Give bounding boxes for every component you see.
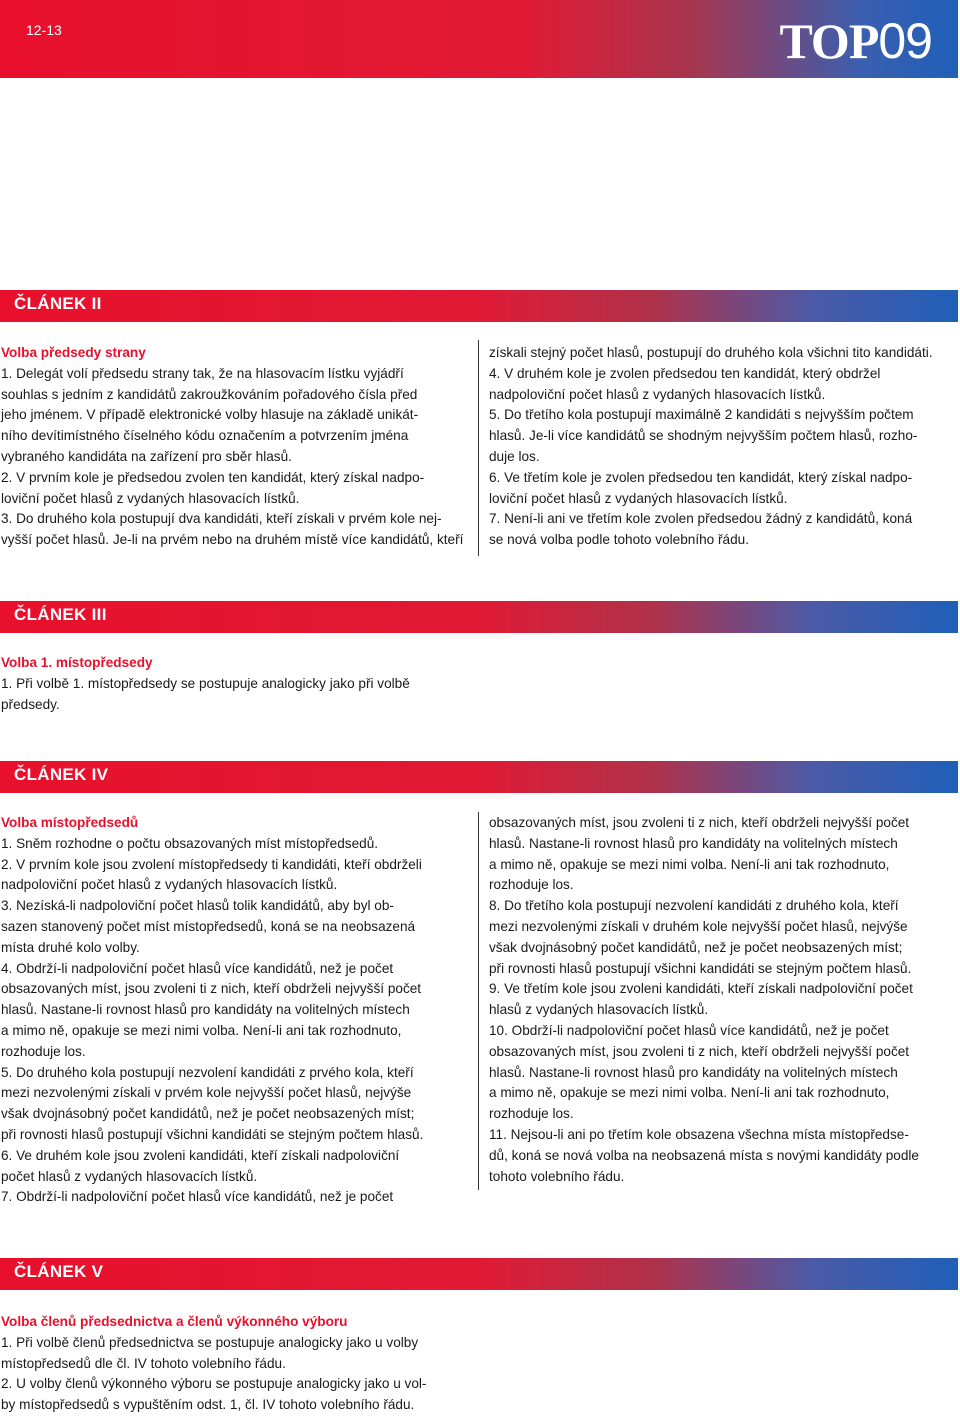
text-line: počet hlasů z vydaných hlasovacích lístků. bbox=[1, 1168, 258, 1184]
text-line: duje los. bbox=[489, 448, 540, 464]
text-line: 1. Sněm rozhodne o počtu obsazovaných míst místopředsedů. bbox=[1, 835, 379, 851]
text-line: sazen stanovený počet míst místopředsedů, koná se na neobsazená bbox=[1, 918, 416, 934]
column-right-clanek-iv bbox=[489, 813, 959, 1187]
text-line: hlasů. Nastane-li rovnost hlasů pro kandidáty na volitelných místech bbox=[1, 1002, 410, 1018]
text-line: 2. U volby členů výkonného výboru se postupuje analogicky jako u vol- bbox=[1, 1376, 427, 1392]
section-title: ČLÁNEK V bbox=[14, 1262, 104, 1281]
text-line: se nová volba podle tohoto volebního řádu. bbox=[489, 532, 749, 548]
text-line: 1. Delegát volí předsedu strany tak, že na hlasovacím lístku vyjádří bbox=[1, 365, 404, 381]
text-line: 7. Není-li ani ve třetím kole zvolen předsedou žádný z kandidátů, koná bbox=[489, 511, 913, 527]
text-line: 1. Při volbě 1. místopředsedy se postupuje analogicky jako při volbě bbox=[1, 675, 410, 691]
text-line: loviční počet hlasů z vydaných hlasovacích lístků. bbox=[489, 490, 788, 506]
text-line: loviční počet hlasů z vydaných hlasovacích lístků. bbox=[1, 490, 300, 506]
text-line: dů, koná se nová volba na neobsazená místa s novými kandidáty podle bbox=[489, 1147, 919, 1163]
section-title: ČLÁNEK IV bbox=[14, 765, 109, 784]
text-line: 1. Při volbě členů předsednictva se postupuje analogicky jako u volby bbox=[1, 1334, 419, 1350]
text-line: rozhoduje los. bbox=[1, 1043, 86, 1059]
text-line: souhlas s jedním z kandidátů zakroužkováním pořadového čísla před bbox=[1, 386, 418, 402]
text-line: 6. Ve třetím kole je zvolen předsedou ten kandidát, který získal nadpo- bbox=[489, 469, 913, 485]
text-line: nadpoloviční počet hlasů z vydaných hlasovacích lístků. bbox=[1, 877, 338, 893]
page-header-bar bbox=[0, 0, 958, 78]
text-line: rozhoduje los. bbox=[489, 1106, 574, 1122]
text-line: při rovnosti hlasů postupují všichni kandidáti se stejným počtem hlasů. bbox=[1, 1126, 424, 1142]
text-line: a mimo ně, opakuje se mezi nimi volba. Není-li ani tak rozhodnuto, bbox=[489, 1085, 890, 1101]
text-line: jeho jménem. V případě elektronické volby hlasuje na základě unikát- bbox=[1, 407, 419, 423]
text-line: mezi nezvolenými získali v prvém kole nejvyšší počet hlasů, nejvýše bbox=[1, 1085, 412, 1101]
text-line: 7. Obdrží-li nadpoloviční počet hlasů více kandidátů, než je počet bbox=[1, 1189, 394, 1205]
text-line: 9. Ve třetím kole jsou zvoleni kandidáti, kteří získali nadpoloviční počet bbox=[489, 981, 913, 997]
brand-logo-part1: TOP bbox=[779, 13, 879, 69]
text-line: získali stejný počet hlasů, postupují do druhého kola všichni tito kandidáti. bbox=[489, 345, 933, 360]
section-subtitle: Volba členů předsednictva a členů výkonného výboru bbox=[1, 1314, 348, 1329]
text-line: vybraného kandidáta na zařízení pro sběr hlasů. bbox=[1, 448, 292, 464]
section-subtitle: Volba předsedy strany bbox=[1, 345, 146, 360]
text-line: 4. V druhém kole je zvolen předsedou ten kandidát, který obdržel bbox=[489, 365, 881, 381]
text-line: mezi nezvolenými získali v druhém kole nejvyšší počet hlasů, nejvýše bbox=[489, 918, 908, 934]
text-line: obsazovaných míst, jsou zvoleni ti z nich, kteří obdrželi nejvyšší počet bbox=[489, 815, 910, 830]
text-line: rozhoduje los. bbox=[489, 877, 574, 893]
text-line: 5. Do třetího kola postupují maximálně 2 kandidáti s nejvyšším počtem bbox=[489, 407, 914, 423]
column-clanek-iii bbox=[1, 653, 481, 715]
page-numbers: 12-13 bbox=[26, 22, 62, 38]
text-line: hlasů. Nastane-li rovnost hlasů pro kandidáty na volitelných místech bbox=[489, 835, 898, 851]
text-line: 3. Do druhého kola postupují dva kandidáti, kteří získali v prvém kole nej- bbox=[1, 511, 442, 527]
text-line: při rovnosti hlasů postupují všichni kandidáti se stejným počtem hlasů. bbox=[489, 960, 912, 976]
column-clanek-v bbox=[1, 1312, 481, 1416]
column-left-clanek-iv bbox=[1, 813, 471, 1208]
text-line: 11. Nejsou-li ani po třetím kole obsazena všechna místa místopředse- bbox=[489, 1126, 909, 1142]
text-line: a mimo ně, opakuje se mezi nimi volba. Není-li ani tak rozhodnuto, bbox=[489, 856, 890, 872]
column-left-clanek-ii bbox=[1, 343, 471, 551]
text-line: tohoto volebního řádu. bbox=[489, 1168, 625, 1184]
section-band-clanek-iv bbox=[0, 761, 958, 793]
text-line: 5. Do druhého kola postupují nezvolení kandidáti z prvého kola, kteří bbox=[1, 1064, 414, 1080]
text-line: by místopředsedů s vypuštěním odst. 1, čl. IV tohoto volebního řádu. bbox=[1, 1397, 415, 1413]
brand-logo bbox=[779, 12, 932, 70]
text-line: 4. Obdrží-li nadpoloviční počet hlasů více kandidátů, než je počet bbox=[1, 960, 394, 976]
text-line: 2. V prvním kole je předsedou zvolen ten kandidát, který získal nadpo- bbox=[1, 469, 425, 485]
section-subtitle: Volba 1. místopředsedy bbox=[1, 655, 153, 670]
text-line: obsazovaných míst, jsou zvoleni ti z nich, kteří obdrželi nejvyšší počet bbox=[489, 1043, 910, 1059]
text-line: nadpoloviční počet hlasů z vydaných hlasovacích lístků. bbox=[489, 386, 826, 402]
section-title: ČLÁNEK III bbox=[14, 605, 107, 624]
text-line: místa druhé kolo volby. bbox=[1, 939, 140, 955]
text-line: však dvojnásobný počet kandidátů, než je počet neobsazených míst; bbox=[489, 939, 903, 955]
text-line: 6. Ve druhém kole jsou zvoleni kandidáti, kteří získali nadpoloviční bbox=[1, 1147, 400, 1163]
text-line: vyšší počet hlasů. Je-li na prvém nebo na druhém místě více kandidátů, kteří bbox=[1, 532, 464, 548]
text-line: hlasů z vydaných hlasovacích lístků. bbox=[489, 1002, 709, 1018]
section-band-clanek-v bbox=[0, 1258, 958, 1290]
brand-logo-part2: 09 bbox=[878, 13, 932, 69]
text-line: 10. Obdrží-li nadpoloviční počet hlasů více kandidátů, než je počet bbox=[489, 1022, 889, 1038]
section-title: ČLÁNEK II bbox=[14, 294, 102, 313]
text-line: hlasů. Nastane-li rovnost hlasů pro kandidáty na volitelných místech bbox=[489, 1064, 898, 1080]
column-divider bbox=[478, 340, 479, 556]
text-line: místopředsedů dle čl. IV tohoto volebního řádu. bbox=[1, 1355, 286, 1371]
text-line: ního devítimístného číselného kódu označením a potvrzením jména bbox=[1, 428, 409, 444]
section-band-clanek-iii bbox=[0, 601, 958, 633]
column-right-clanek-ii bbox=[489, 343, 959, 551]
text-line: obsazovaných míst, jsou zvoleni ti z nich, kteří obdrželi nejvyšší počet bbox=[1, 981, 422, 997]
section-band-clanek-ii bbox=[0, 290, 958, 322]
text-line: 3. Nezíská-li nadpoloviční počet hlasů tolik kandidátů, aby byl ob- bbox=[1, 898, 394, 914]
text-line: a mimo ně, opakuje se mezi nimi volba. Není-li ani tak rozhodnuto, bbox=[1, 1022, 402, 1038]
text-line: hlasů. Je-li více kandidátů se shodným nejvyšším počtem hlasů, rozho- bbox=[489, 428, 918, 444]
text-line: 8. Do třetího kola postupují nezvolení kandidáti z druhého kola, kteří bbox=[489, 898, 899, 914]
column-divider bbox=[478, 812, 479, 1190]
text-line: 2. V prvním kole jsou zvolení místopředsedy ti kandidáti, kteří obdrželi bbox=[1, 856, 422, 872]
text-line: však dvojnásobný počet kandidátů, než je počet neobsazených míst; bbox=[1, 1106, 415, 1122]
section-subtitle: Volba místopředsedů bbox=[1, 815, 139, 830]
text-line: předsedy. bbox=[1, 696, 60, 712]
